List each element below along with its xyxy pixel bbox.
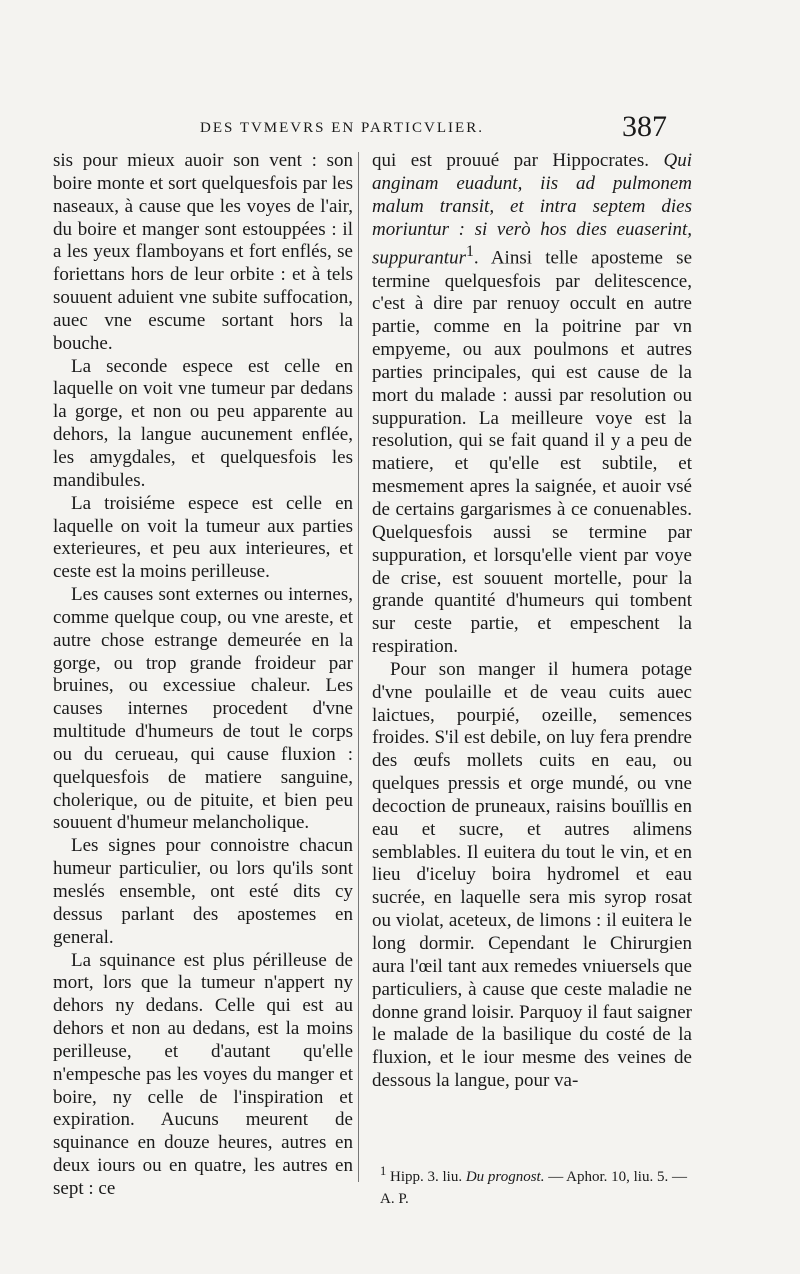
footnote <box>380 1160 690 1210</box>
paragraph: Les causes sont externes ou internes, comme quelque coup, ou vne areste, et autre chose estrange demeurée en la gorge, ou trop grande froideur par bruines, ou excessiue chaleur. Les causes internes procedent d'vne multitude d'humeurs de tout le corps ou du cerueau, qui cause fluxion : quelquesfois de matiere sanguine, cholerique, ou de pituite, et bien peu souuent d'humeur melancholique. <box>53 584 353 834</box>
text-run: . Ainsi telle aposteme se termine quelquesfois par delitescence, c'est à dire par renuoy occult en autre partie, comme en la poitrine par vn empyeme, ou aux poulmons et autres parties principales, qui est cause de la mort du malade : aussi par resolution ou suppuration. La meilleure voye est la resolution, qui se fait quand il y a peu de matiere, et qu'elle est subtile, et mesmement apres la saignée, et auoir vsé de certains gargarismes à ce conuenables. Quelquesfois aussi se termine par suppuration, et lorsqu'elle vient par voye de crise, est souuent mortelle, pour la grande quantité d'humeurs qui tombent sur ceste partie, et empeschent la respiration. <box>372 247 692 658</box>
left-column <box>53 150 353 1201</box>
footnote-marker: 1 <box>465 243 474 261</box>
column-divider <box>358 152 359 1182</box>
paragraph: La seconde espece est celle en laquelle on voit vne tumeur par dedans la gorge, et non ou peu apparente au dehors, la langue aucunement enflée, les amygdales, et quelquesfois les mandibules. <box>53 355 353 491</box>
text-run: qui est prouué par Hippocrates. <box>372 150 664 171</box>
paragraph: La squinance est plus périlleuse de mort, lors que la tumeur n'appert ny dehors ny dedans. Celle qui est au dehors et non au dedans, est la moins perilleuse, et d'autant qu'elle n'empesche pas les voyes du manger et boire, ny celle de l'inspiration et expiration. Aucuns meurent de squinance en douze heures, autres en deux iours ou en quatre, les autres en sept : ce <box>53 949 353 1199</box>
latin-quotation: Qui anginam euadunt, iis ad pulmonem malum transit, et intra septem dies moriuntur : si verò hos dies euaserint, suppurantur <box>372 150 692 269</box>
footnote-marker: 1 <box>380 1164 387 1178</box>
footnote-text: — Aphor. 10, liu. 5. — A. P. <box>380 1169 687 1207</box>
right-column <box>372 150 692 1093</box>
paragraph: Les signes pour connoistre chacun humeur particulier, ou lors qu'ils sont meslés ensemble, ont esté dits cy dessus parlant des apostemes en general. <box>53 835 353 948</box>
paragraph: Pour son manger il humera potage d'vne poulaille et de veau cuits auec laictues, pourpié, ozeille, semences froides. S'il est debile, on luy fera prendre des œufs mollets cuits en eau, ou quelques pressis et orge mundé, ou vne decoction de pruneaux, raisins bouïllis en eau et sucre, et autres alimens semblables. Il euitera du tout le vin, et en lieu d'iceluy boira hydromel et eau sucrée, en laquelle sera mis syrop rosat ou violat, aceteux, de limons : il euitera le long dormir. Cependant le Chirurgien aura l'œil tant aux remedes vniuersels que particuliers, à cause que ceste maladie ne donne grand loisir. Parquoy il faut saigner le malade de la basilique du costé de la fluxion, et le iour mesme des veines de dessous la langue, pour va- <box>372 658 692 1092</box>
paragraph: sis pour mieux auoir son vent : son boire monte et sort quelquesfois par les naseaux, à cause que les voyes de l'air, du boire et manger sont estouppées : il a les yeux flamboyans et fort enflés, se foriettans hors de leur orbite : et à tels souuent aduient vne subite suffocation, auec vne escume sortant hors la bouche. <box>53 150 353 354</box>
page-number: 387 <box>622 110 667 143</box>
running-head: DES TVMEVRS EN PARTICVLIER. <box>200 120 484 136</box>
paragraph <box>372 150 692 659</box>
footnote-title: Du prognost. <box>465 1169 545 1185</box>
paragraph: La troisiéme espece est celle en laquelle on voit la tumeur aux parties exterieures, et peu aux interieures, et ceste est la moins perilleuse. <box>53 492 353 583</box>
footnote-text: Hipp. 3. liu. <box>390 1169 466 1185</box>
